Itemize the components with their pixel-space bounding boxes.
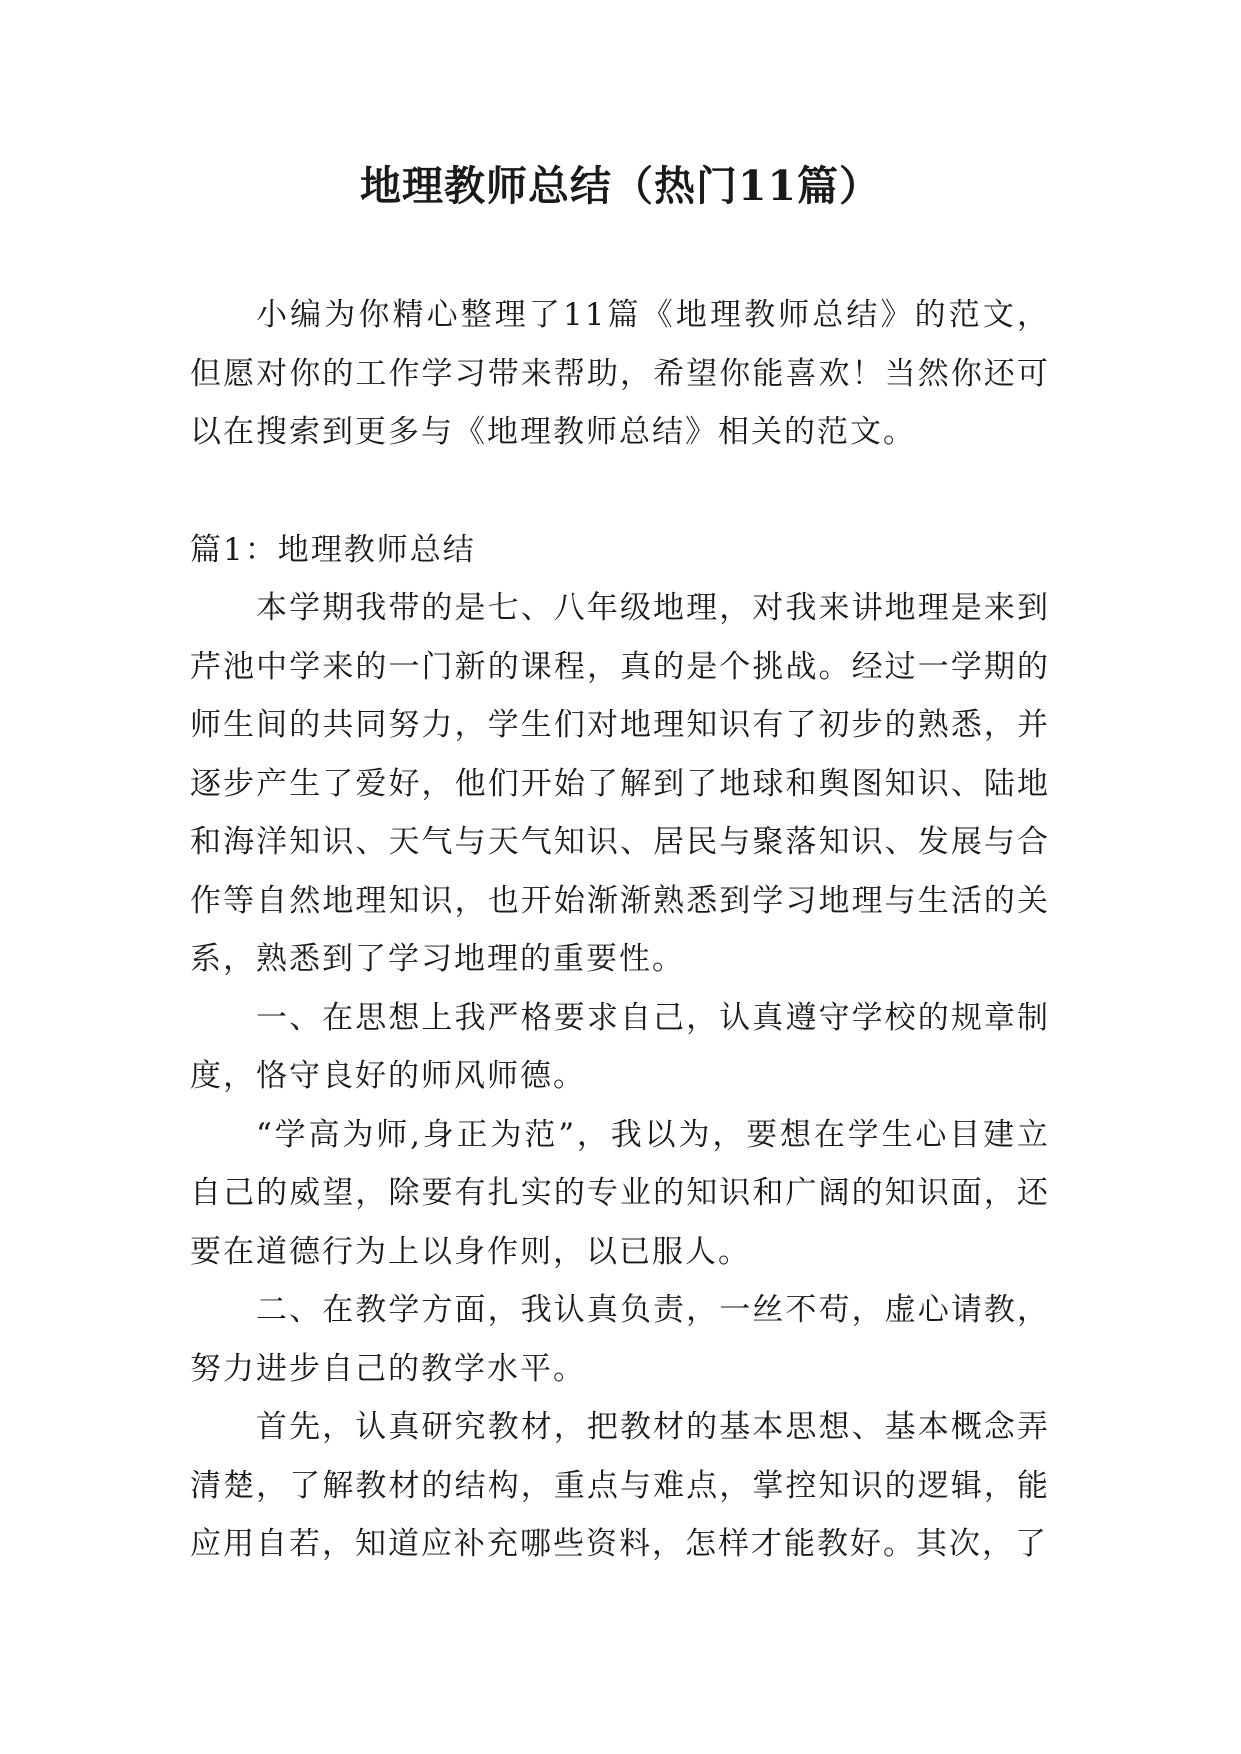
body-paragraph: 一、在思想上我严格要求自己，认真遵守学校的规章制度，恪守良好的师风师德。 bbox=[190, 999, 1050, 1094]
intro-paragraph: 小编为你精心整理了11篇《地理教师总结》的范文，但愿对你的工作学习带来帮助，希望你能喜欢！当然你还可以在搜索到更多与《地理教师总结》相关的范文。 bbox=[190, 297, 1050, 450]
body-paragraph: 二、在教学方面，我认真负责，一丝不苟，虚心请教，努力进步自己的教学水平。 bbox=[190, 1292, 1050, 1387]
section-heading: 篇1：地理教师总结 bbox=[190, 531, 476, 568]
document-title: 地理教师总结（热门11篇） bbox=[359, 162, 882, 210]
body-paragraph: 首先，认真研究教材，把教材的基本思想、基本概念弄清楚，了解教材的结构，重点与难点，掌控知识的逻辑，能应用自若，知道应补充哪些资料，怎样才能教好。其次，了 bbox=[190, 1409, 1050, 1562]
body-paragraph: “学高为师,身正为范”，我以为，要想在学生心目建立自己的威望，除要有扎实的专业的知识和广阔的知识面，还要在道德行为上以身作则，以已服人。 bbox=[190, 1116, 1050, 1270]
document-body bbox=[190, 286, 1050, 1574]
body-paragraph: 本学期我带的是七、八年级地理，对我来讲地理是来到芹池中学来的一门新的课程，真的是个挑战。经过一学期的师生间的共同努力，学生们对地理知识有了初步的熟悉，并逐步产生了爱好，他们开始了解到了地球和舆图知识、陆地和海洋知识、天气与天气知识、居民与聚落知识、发展与合作等自然地理知识，也开始渐渐熟悉到学习地理与生活的关系，熟悉到了学习地理的重要性。 bbox=[190, 590, 1050, 977]
